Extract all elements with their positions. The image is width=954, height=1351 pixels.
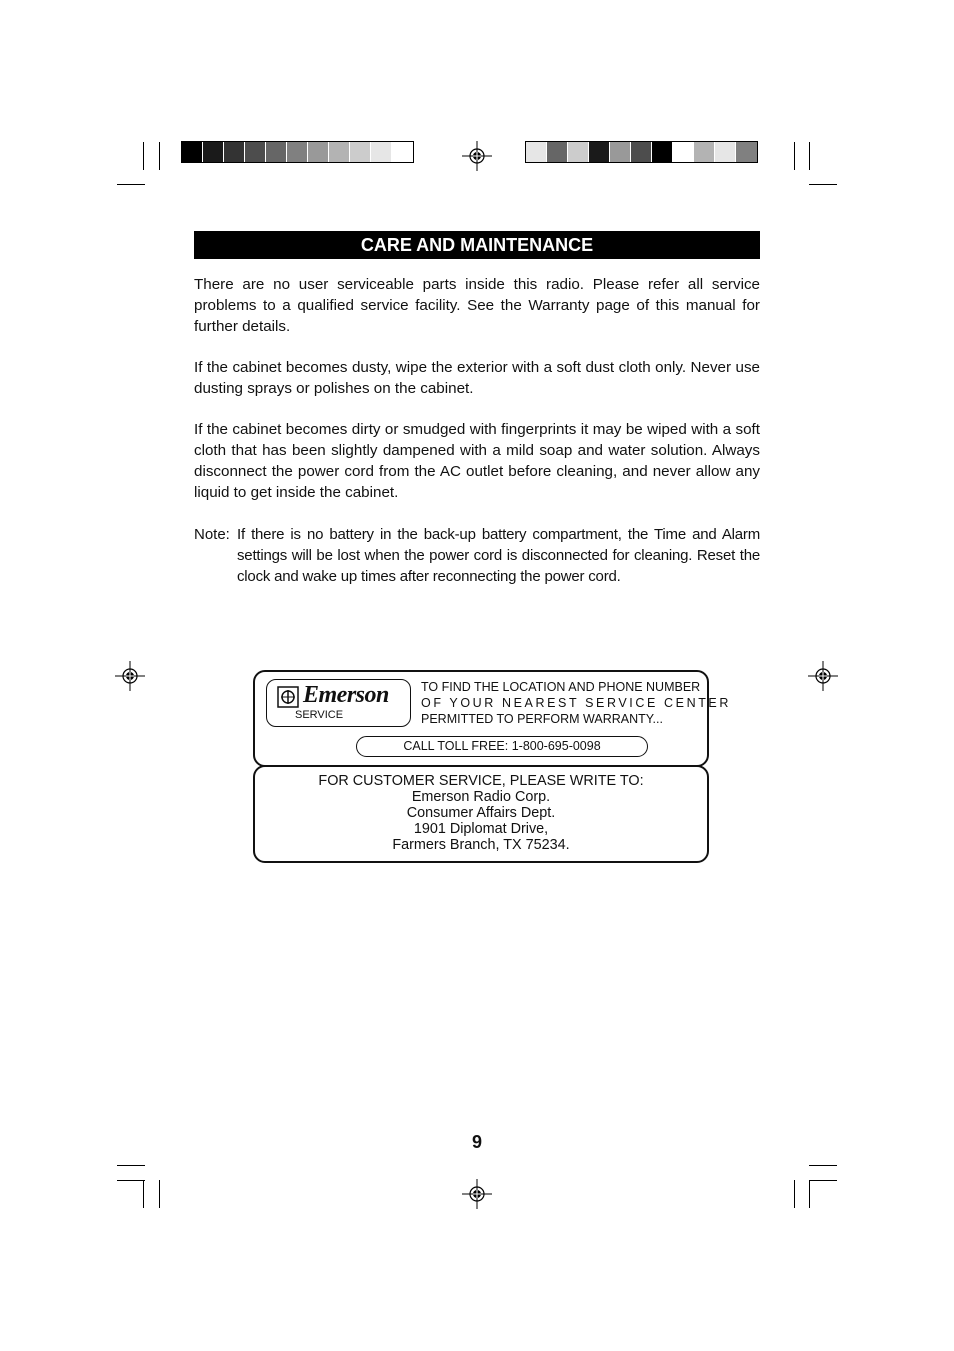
paragraph-dusty: If the cabinet becomes dusty, wipe the exterior with a soft dust cloth only. Never use dusting sprays or polishes on the cabinet. [194, 359, 760, 397]
crop-mark [117, 1180, 145, 1181]
color-swatch [329, 142, 350, 162]
service-label: SERVICE [295, 709, 344, 721]
color-swatch [694, 142, 715, 162]
crop-mark [159, 142, 160, 170]
address-line: FOR CUSTOMER SERVICE, PLEASE WRITE TO: [318, 773, 644, 789]
address-line: Consumer Affairs Dept. [406, 805, 556, 821]
crop-mark [117, 184, 145, 185]
color-calibration-bar-right [525, 141, 758, 163]
service-info-line: PERMITTED TO PERFORM WARRANTY... [421, 712, 663, 726]
color-swatch [526, 142, 547, 162]
color-swatch [224, 142, 245, 162]
service-info-line: TO FIND THE LOCATION AND PHONE NUMBER [421, 680, 701, 694]
registration-mark-icon [462, 1179, 492, 1209]
color-swatch [371, 142, 392, 162]
crop-mark [809, 184, 837, 185]
registration-mark-icon [808, 661, 838, 691]
note-label: Note: [194, 526, 230, 543]
paragraph-service: There are no user serviceable parts inside this radio. Please refer all service problems to a qualified service facility. See the Warranty page of this manual for further details. [194, 276, 760, 335]
color-swatch [673, 142, 694, 162]
registration-mark-icon [115, 661, 145, 691]
address-line: Emerson Radio Corp. [411, 789, 551, 805]
color-swatch [610, 142, 631, 162]
service-info-line: OF YOUR NEAREST SERVICE CENTER [421, 696, 731, 710]
color-swatch [652, 142, 673, 162]
section-title: CARE AND MAINTENANCE [194, 231, 760, 259]
crop-mark [143, 142, 144, 170]
color-swatch [392, 142, 413, 162]
color-swatch [266, 142, 287, 162]
customer-service-address [256, 773, 706, 853]
registration-mark-icon [462, 141, 492, 171]
color-swatch [547, 142, 568, 162]
color-swatch [245, 142, 266, 162]
color-swatch [736, 142, 757, 162]
crop-mark [159, 1180, 160, 1208]
address-line: Farmers Branch, TX 75234. [392, 837, 570, 853]
color-swatch [631, 142, 652, 162]
color-swatch [589, 142, 610, 162]
crop-mark [117, 1165, 145, 1166]
emerson-logo: Emerson [303, 682, 389, 708]
note-text: If there is no battery in the back-up battery compartment, the Time and Alarm settings will be lost when the power cord is disconnected for cleaning. Reset the clock and wake up times after reconnecting the power cord. [237, 526, 760, 585]
emerson-emblem-icon [277, 686, 299, 708]
crop-mark [809, 1165, 837, 1166]
crop-mark [794, 142, 795, 170]
crop-mark [809, 142, 810, 170]
color-calibration-bar-left [181, 141, 414, 163]
page-number: 9 [471, 1132, 482, 1152]
address-line: 1901 Diplomat Drive, [413, 821, 549, 837]
crop-mark [794, 1180, 795, 1208]
crop-mark [809, 1180, 837, 1181]
paragraph-dirty: If the cabinet becomes dirty or smudged with fingerprints it may be wiped with a soft cloth that has been slightly dampened with a mild soap and water solution. Always disconnect the power cord from the AC outlet before cleaning, and never allow any liquid to get inside the cabinet. [194, 421, 760, 501]
crop-mark [809, 1180, 810, 1208]
color-swatch [308, 142, 329, 162]
service-center-info [421, 679, 731, 727]
toll-free-number: CALL TOLL FREE: 1-800-695-0098 [356, 736, 648, 757]
color-swatch [568, 142, 589, 162]
color-swatch [287, 142, 308, 162]
crop-mark [143, 1180, 144, 1208]
color-swatch [350, 142, 371, 162]
color-swatch [203, 142, 224, 162]
color-swatch [182, 142, 203, 162]
color-swatch [715, 142, 736, 162]
